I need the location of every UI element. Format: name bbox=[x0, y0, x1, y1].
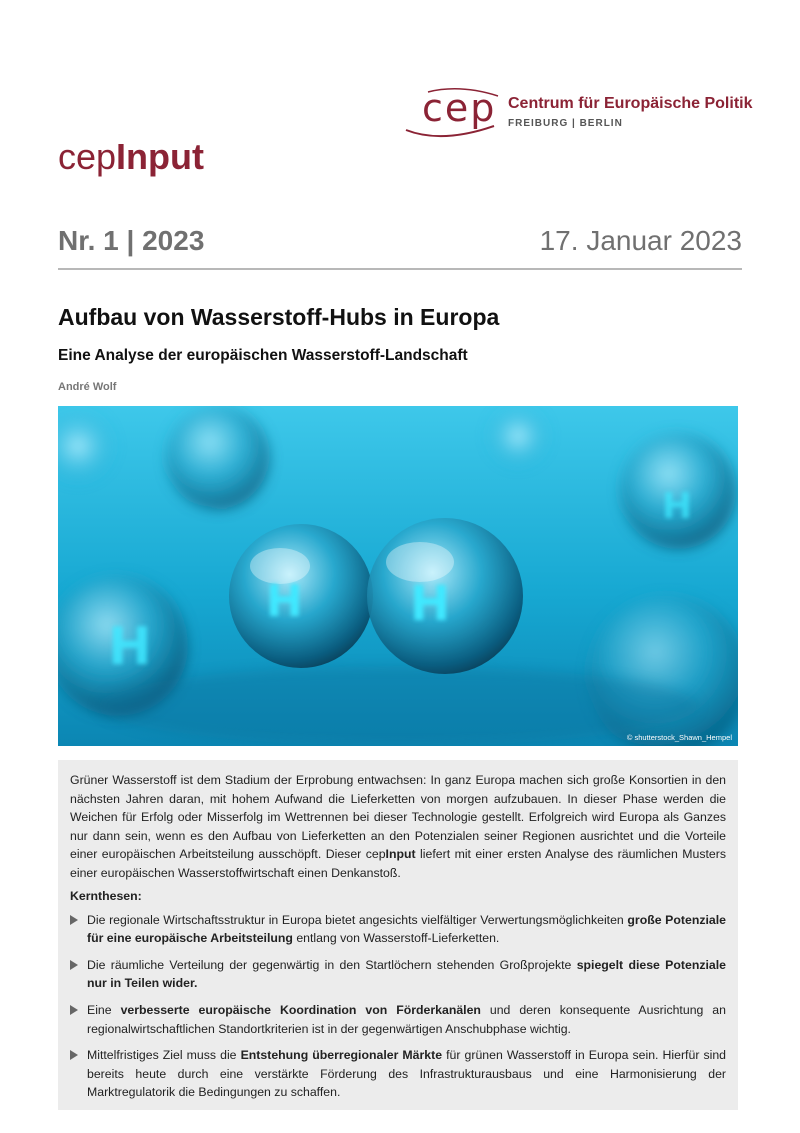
publication-brand bbox=[58, 136, 204, 178]
logo-cities: FREIBURG | BERLIN bbox=[508, 118, 623, 129]
logo-mark: cep bbox=[422, 86, 497, 130]
svg-text:H: H bbox=[662, 486, 693, 527]
h-symbol-right: H bbox=[410, 576, 451, 632]
triangle-bullet-icon bbox=[70, 1050, 78, 1060]
document-subtitle: Eine Analyse der europäischen Wasserstoff-Landschaft bbox=[58, 347, 468, 364]
image-credit: © shutterstock_Shawn_Hempel bbox=[626, 733, 732, 742]
list-item: Eine verbesserte europäische Koordination von Förderkanälen und deren konsequente Ausrichtung an regionalwirtschaftlichen Standortkriterien ist in der gegenwärtigen Anschubphase wichtig. bbox=[70, 1001, 726, 1038]
author-name: André Wolf bbox=[58, 381, 117, 393]
summary-box bbox=[58, 760, 738, 1110]
header-divider bbox=[58, 268, 742, 270]
triangle-bullet-icon bbox=[70, 960, 78, 970]
hero-image bbox=[58, 406, 738, 746]
list-item: Die regionale Wirtschaftsstruktur in Europa bietet angesichts vielfältiger Verwertungsmöglichkeiten große Potenziale für eine europäische Arbeitsteilung entlang von Wasserstoff-Lieferketten. bbox=[70, 911, 726, 948]
publication-date: 17. Januar 2023 bbox=[539, 225, 742, 256]
triangle-bullet-icon bbox=[70, 1005, 78, 1015]
svg-text:H: H bbox=[108, 617, 152, 677]
theses-list bbox=[70, 911, 726, 1102]
document-title: Aufbau von Wasserstoff-Hubs in Europa bbox=[58, 304, 500, 330]
list-item: Die räumliche Verteilung der gegenwärtig in den Startlöchern stehenden Großprojekte spiegelt diese Potenziale nur in Teilen wider. bbox=[70, 956, 726, 993]
brand-prefix: cep bbox=[58, 136, 117, 177]
issue-number: Nr. 1 | 2023 bbox=[58, 225, 205, 256]
logo-organization-name: Centrum für Europäische Politik bbox=[508, 95, 753, 112]
cep-logo bbox=[402, 86, 753, 138]
brand-suffix: Input bbox=[116, 136, 205, 177]
summary-intro: Grüner Wasserstoff ist dem Stadium der Erprobung entwachsen: In ganz Europa machen sich große Konsortien in den nächsten Jahren daran, mit hohem Aufwand die Lieferketten von morgen aufzubauen. In dieser Phase werden die Weichen für Erfolg oder Misserfolg im Wettrennen bei dieser Technologie gestellt. Erfolgreich wird Europa als Ganzes nur dann sein, wenn es den Aufbau von Lieferketten an den Potenzialen seiner Regionen ausrichtet und die Vorteile einer europäischen Arbeitsteilung ausschöpft. Dieser cepInput liefert mit einer ersten Analyse des räumlichen Musters einer europäischen Wasserstoffwirtschaft einen Denkanstoß. bbox=[70, 773, 726, 880]
h-symbol-left: H bbox=[266, 576, 303, 627]
hydrogen-spheres-illustration bbox=[58, 406, 738, 746]
list-item: Mittelfristiges Ziel muss die Entstehung überregionaler Märkte für grünen Wasserstoff in Europa sein. Hierfür sind bereits heute durch eine verstärkte Förderung des Infrastrukturausbaus und eine Harmonisierung der Marktregulatorik die Bedingungen zu schaffen. bbox=[70, 1046, 726, 1102]
triangle-bullet-icon bbox=[70, 915, 78, 925]
kernthesen-heading: Kernthesen: bbox=[70, 888, 142, 903]
